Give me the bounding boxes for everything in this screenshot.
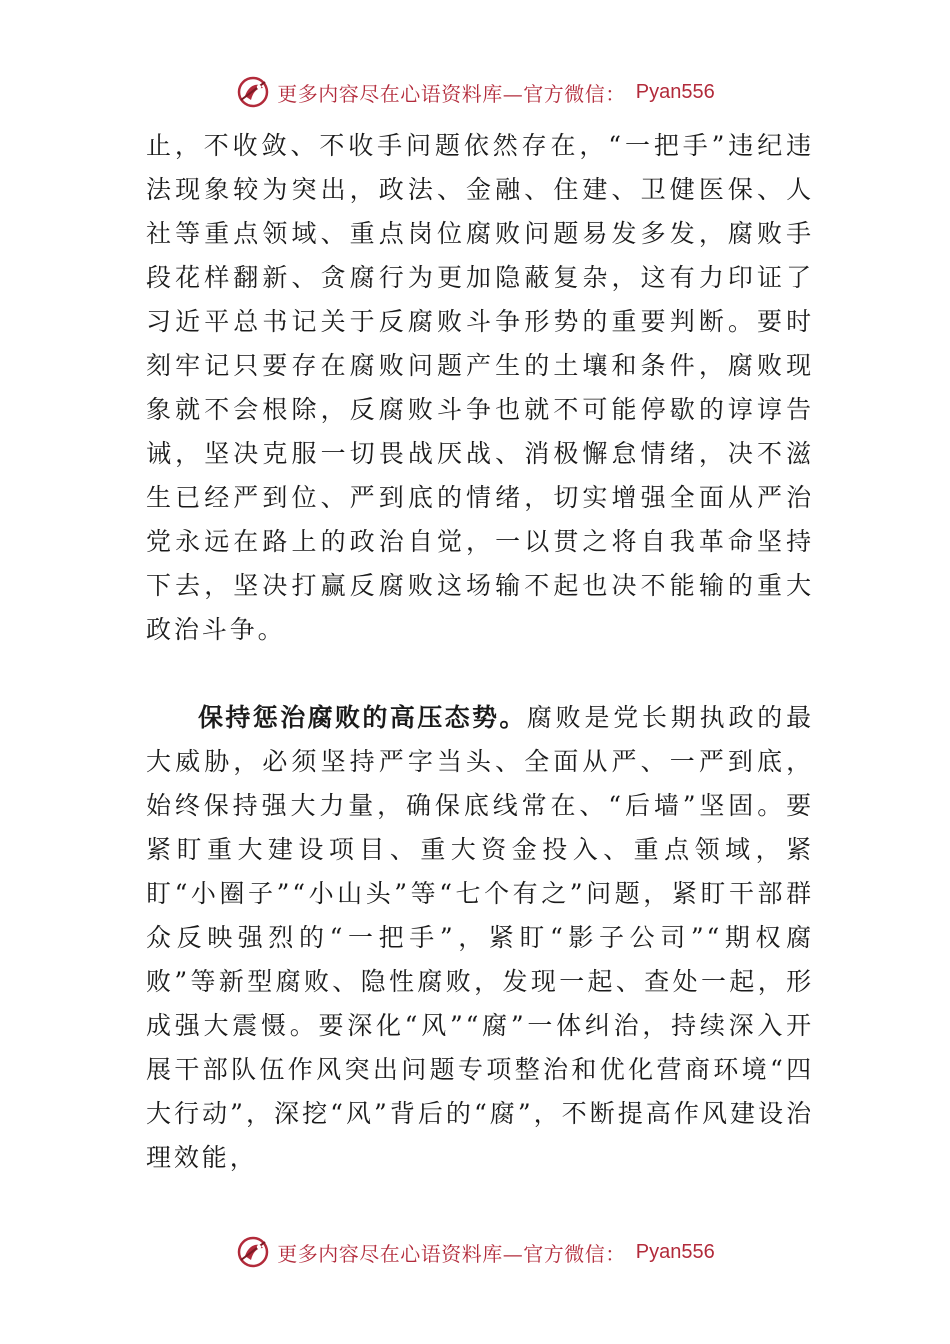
paragraph-text: 腐败是党长期执政的最大威胁，必须坚持严字当头、全面从严、一严到底，始终保持强大力量，确保底线常在、“后墙”坚固。要紧盯重大建设项目、重大资金投入、重点领域，紧盯“小圈子”“小山头”等“七个有之”问题，紧盯干部群众反映强烈的“一把手”，紧盯“影子公司”“期权腐败”等新型腐败、隐性腐败，发现一起、查处一起，形成强大震慑。要深化“风”“腐”一体纠治，持续深入开展干部队伍作风突出问题专项整治和优化营商环境“四大行动”，深挖“风”背后的“腐”，不断提高作风建设治理效能， [146, 703, 814, 1172]
watermark-logo-icon [235, 1234, 271, 1270]
watermark-header [0, 72, 950, 112]
watermark-wechat-id: Pyan556 [635, 1240, 715, 1263]
watermark-wechat-id: Pyan556 [635, 80, 715, 103]
paragraph-lead: 保持惩治腐败的高压态势。 [198, 703, 527, 732]
paragraph-text: 止，不收敛、不收手问题依然存在，“一把手”违纪违法现象较为突出，政法、金融、住建、卫健医保、人社等重点领域、重点岗位腐败问题易发多发，腐败手段花样翻新、贪腐行为更加隐蔽复杂，这有力印证了习近平总书记关于反腐败斗争形势的重要判断。要时刻牢记只要存在腐败问题产生的土壤和条件，腐败现象就不会根除，反腐败斗争也就不可能停歇的谆谆告诫，坚决克服一切畏战厌战、消极懈怠情绪，决不滋生已经严到位、严到底的情绪，切实增强全面从严治党永远在路上的政治自觉，一以贯之将自我革命坚持下去，坚决打赢反腐败这场输不起也决不能输的重大政治斗争。 [146, 131, 814, 644]
paragraph [146, 696, 814, 1180]
watermark-text: 更多内容尽在心语资料库—官方微信： [277, 81, 626, 106]
document-body [146, 124, 814, 1180]
watermark-footer [0, 1232, 950, 1272]
watermark-text: 更多内容尽在心语资料库—官方微信： [277, 1241, 626, 1266]
watermark-logo-icon [235, 74, 271, 110]
paragraph [146, 124, 814, 652]
